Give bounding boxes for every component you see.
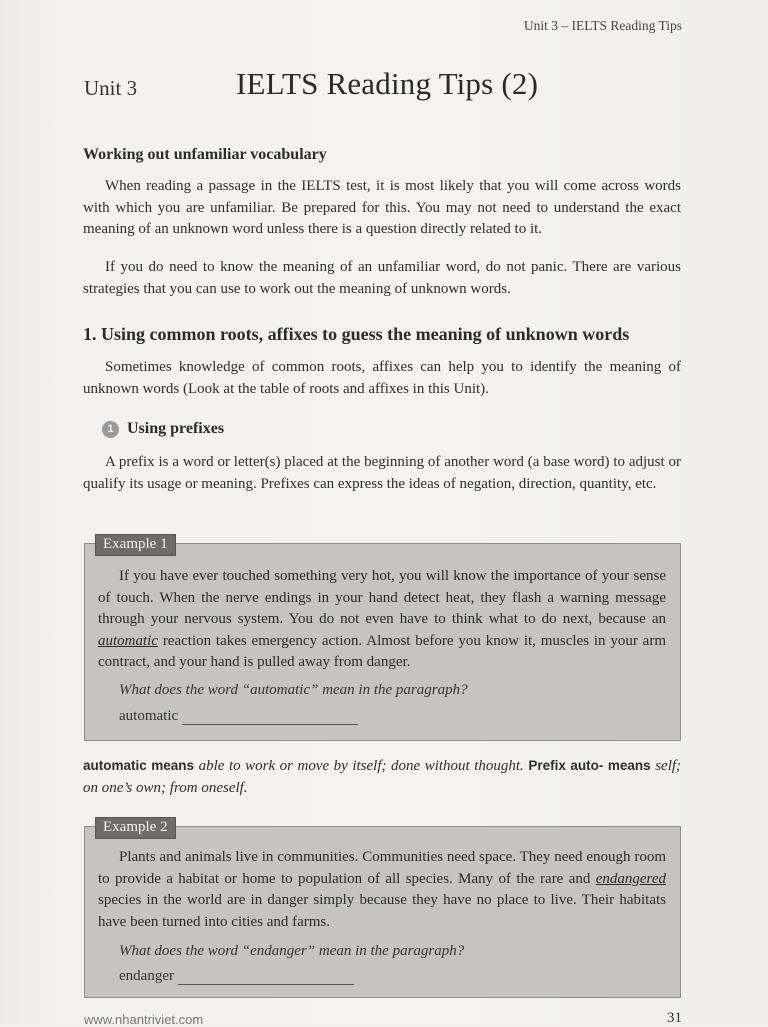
example-2-tag: Example 2 xyxy=(95,817,176,839)
example-2-blank[interactable] xyxy=(178,970,354,985)
example-1-answer-label: automatic xyxy=(119,708,179,724)
prefix-paragraph: A prefix is a word or letter(s) placed at the beginning of another word (a base word) to adjust or qualify its usage or meaning. Prefixes can express the ideas of negation, direction, quantity, etc. xyxy=(83,454,681,492)
footer-url[interactable]: www.nhantriviet.com xyxy=(84,1012,204,1027)
intro-paragraph-1: When reading a passage in the IELTS test, it is most likely that you will come across words with which you are unfamiliar. Be prepared for this. You may not need to understand the exact meaning of an unknown word unless there is a question directly related to it. xyxy=(83,178,681,237)
page-number: 31 xyxy=(667,1010,682,1026)
answer-definition: able to work or move by itself; done without thought. xyxy=(198,758,524,774)
intro-paragraph-2: If you do need to know the meaning of an unfamiliar word, do not panic. There are various strategies that you can use to work out the meaning of unknown words. xyxy=(83,259,681,297)
example-1-emphasis: automatic xyxy=(98,632,158,649)
example-2-text-after: species in the world are in danger simply because they have no place to live. Their habitats have been turned into cities and farms. xyxy=(98,892,666,930)
answer-word: automatic xyxy=(83,758,147,773)
example-1-text-before: If you have ever touched something very hot, you will know the importance of your sense of touch. When the nerve endings in your hand detect heat, they flash a warning message through your nervous system. You do not even have to think what to do next, because an xyxy=(98,568,666,627)
answer-prefix-label: Prefix auto- means xyxy=(523,758,651,773)
title-row xyxy=(84,66,684,110)
example-1-text-after: reaction takes emergency action. Almost before you know it, muscles in your arm contract, and your hand is pulled away from danger. xyxy=(98,632,666,670)
example-1-question: What does the word “automatic” mean in the paragraph? xyxy=(119,682,468,698)
subheading-text: Using prefixes xyxy=(127,420,225,437)
example-1-answer-line xyxy=(119,708,358,725)
example-2-question: What does the word “endanger” mean in the paragraph? xyxy=(119,943,465,959)
example-2-box xyxy=(84,819,681,998)
number-circle-icon: 1 xyxy=(102,421,119,438)
example-1-tag: Example 1 xyxy=(95,534,176,556)
answer-means: means xyxy=(146,758,199,773)
roots-paragraph: Sometimes knowledge of common roots, affixes can help you to identify the meaning of unknown words (Look at the table of roots and affixes in this Unit). xyxy=(83,359,681,397)
unit-label: Unit 3 xyxy=(84,76,138,100)
example-2-answer-line xyxy=(119,968,354,985)
page-title: IELTS Reading Tips (2) xyxy=(236,66,539,101)
answer-paragraph xyxy=(83,755,681,799)
example-2-emphasis: endangered xyxy=(595,870,666,887)
section-heading: Working out unfamiliar vocabulary xyxy=(83,146,327,163)
answer-prefix-meaning: self; on one’s own; from oneself. xyxy=(83,758,682,796)
example-1-blank[interactable] xyxy=(182,710,358,725)
subheading-prefixes xyxy=(102,420,224,438)
example-2-text-before: Plants and animals live in communities. Communities need space. They need enough room to provide a habitat or home to population of all species. Many of the rare and xyxy=(98,849,666,887)
running-header: Unit 3 – IELTS Reading Tips xyxy=(523,18,682,33)
example-2-text xyxy=(98,847,666,933)
example-1-text xyxy=(98,566,666,674)
example-1-box xyxy=(84,536,681,741)
example-2-answer-label: endanger xyxy=(119,968,174,984)
heading-roots-affixes: 1. Using common roots, affixes to guess the meaning of unknown words xyxy=(83,324,630,344)
